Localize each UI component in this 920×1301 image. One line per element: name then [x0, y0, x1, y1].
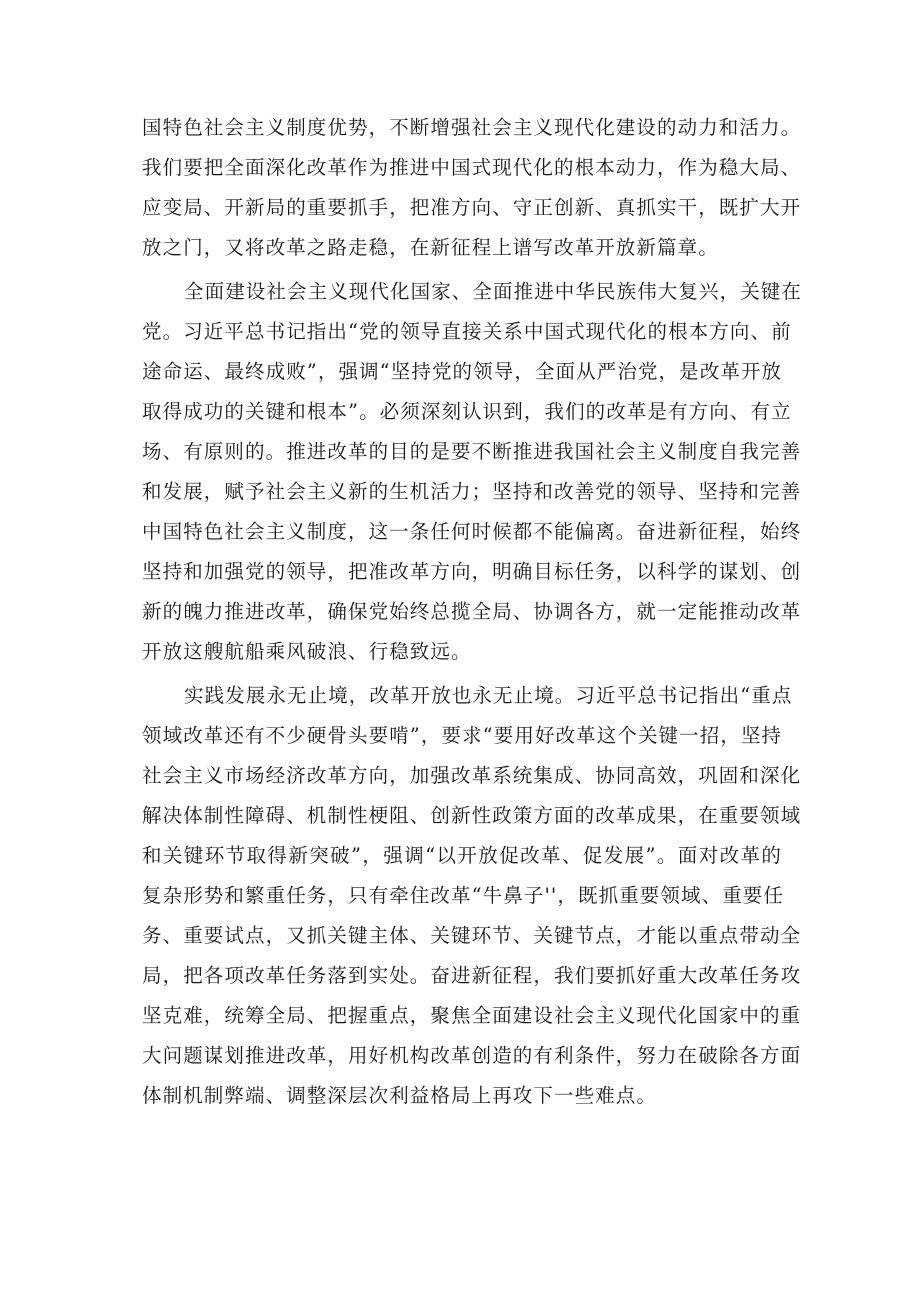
- text-line: 场、有原则的。推进改革的目的是要不断推进我国社会主义制度自我完善: [142, 440, 802, 463]
- paragraph-3: [142, 676, 802, 1116]
- text-line: 新的魄力推进改革，确保党始终总揽全局、协调各方，就一定能推动改革: [142, 600, 802, 623]
- text-line: 复杂形势和繁重任务，只有牵住改革“牛鼻子''，既抓重要领域、重要任: [142, 884, 784, 907]
- text-line: 大问题谋划推进改革，用好机构改革创造的有利条件，努力在破除各方面: [142, 1044, 802, 1067]
- paragraph-1: [142, 108, 802, 268]
- text-line: 解决体制性障碍、机制性梗阻、创新性政策方面的改革成果，在重要领域: [142, 804, 802, 827]
- text-line: 和发展，赋予社会主义新的生机活力；坚持和改善党的领导、坚持和完善: [142, 480, 802, 503]
- text-line: 我们要把全面深化改革作为推进中国式现代化的根本动力，作为稳大局、: [142, 156, 802, 179]
- text-line: 开放这艘航船乘风破浪、行稳致远。: [142, 640, 472, 663]
- text-line: 体制机制弊端、调整深层次利益格局上再攻下一些难点。: [142, 1084, 658, 1107]
- text-line: 国特色社会主义制度优势，不断增强社会主义现代化建设的动力和活力。: [142, 116, 802, 139]
- text-line: 实践发展永无止境，改革开放也永无止境。习近平总书记指出“重点: [184, 684, 793, 707]
- text-line: 应变局、开新局的重要抓手，把准方向、守正创新、真抓实干，既扩大开: [142, 196, 802, 219]
- text-line: 领域改革还有不少硬骨头要啃”，要求“要用好改革这个关键一招，坚持: [142, 724, 783, 747]
- text-line: 全面建设社会主义现代化国家、全面推进中华民族伟大复兴，关键在: [184, 280, 803, 303]
- text-line: 取得成功的关键和根本”。必须深刻认识到，我们的改革是有方向、有立: [142, 400, 792, 423]
- text-line: 坚克难，统筹全局、把握重点，聚焦全面建设社会主义现代化国家中的重: [142, 1004, 802, 1027]
- text-line: 放之门，又将改革之路走稳，在新征程上谱写改革开放新篇章。: [142, 236, 719, 259]
- text-line: 坚持和加强党的领导，把准改革方向，明确目标任务，以科学的谋划、创: [142, 560, 802, 583]
- text-line: 途命运、最终成败”，强调“坚持党的领导，全面从严治党，是改革开放: [142, 360, 783, 383]
- text-line: 局，把各项改革任务落到实处。奋进新征程，我们要抓好重大改革任务攻: [142, 964, 802, 987]
- text-line: 社会主义市场经济改革方向，加强改革系统集成、协同高效，巩固和深化: [142, 764, 802, 787]
- text-line: 务、重要试点，又抓关键主体、关键环节、关键节点，才能以重点带动全: [142, 924, 802, 947]
- text-line: 和关键环节取得新突破”，强调“以开放促改革、促发展”。面对改革的: [142, 844, 782, 867]
- text-line: 中国特色社会主义制度，这一条任何时候都不能偏离。奋进新征程，始终: [142, 520, 802, 543]
- text-line: 党。习近平总书记指出“党的领导直接关系中国式现代化的根本方向、前: [142, 320, 792, 343]
- paragraph-2: [142, 272, 803, 672]
- document-body: [142, 108, 803, 1120]
